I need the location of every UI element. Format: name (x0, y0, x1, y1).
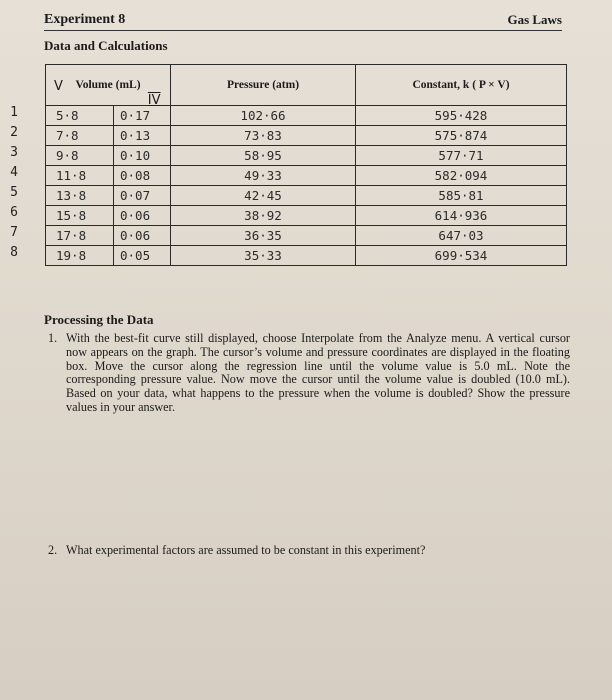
question-1 (48, 332, 570, 415)
constant-cell: 575·874 (356, 126, 567, 146)
iv-cell: 0·17 (114, 106, 171, 126)
constant-cell: 582·094 (356, 166, 567, 186)
volume-cell: 15·8 (46, 206, 114, 226)
iv-cell: 0·08 (114, 166, 171, 186)
section-title: Data and Calculations (44, 38, 168, 53)
volume-header-label: Volume (mL) (75, 79, 141, 91)
table-row (46, 246, 567, 266)
row-number: 2 (10, 125, 18, 140)
table-row (46, 126, 567, 146)
volume-header (46, 65, 171, 106)
volume-cell: 13·8 (46, 186, 114, 206)
pressure-cell: 42·45 (171, 186, 356, 206)
constant-cell: 699·534 (356, 246, 567, 266)
page-header (44, 10, 562, 31)
topic-label: Gas Laws (507, 12, 562, 27)
handwritten-v: V (54, 79, 63, 94)
row-number: 1 (10, 105, 18, 120)
question-1-text: With the best-fit curve still displayed, choose Interpolate from the Analyze menu. A vertical cursor now appears on the graph. The cursor’s volume and pressure coordinates are displayed in the floating box. Move the cursor along the regression line until the volume value is 5.0 mL. Note the corresponding pressure value. Now move the cursor until the volume value is doubled (10.0 mL). Based on your data, what happens to the pressure when the volume is doubled? Show the pressure values in your answer. (66, 331, 570, 414)
data-table (45, 64, 567, 266)
pressure-cell: 35·33 (171, 246, 356, 266)
volume-cell: 5·8 (46, 106, 114, 126)
question-1-number: 1. (48, 331, 58, 345)
volume-cell: 7·8 (46, 126, 114, 146)
pressure-cell: 102·66 (171, 106, 356, 126)
row-number: 3 (10, 145, 18, 160)
data-table-wrapper (10, 64, 566, 266)
iv-cell: 0·06 (114, 226, 171, 246)
volume-cell: 17·8 (46, 226, 114, 246)
volume-cell: 9·8 (46, 146, 114, 166)
pressure-cell: 36·35 (171, 226, 356, 246)
iv-cell: 0·06 (114, 206, 171, 226)
table-row (46, 166, 567, 186)
constant-cell: 595·428 (356, 106, 567, 126)
constant-cell: 577·71 (356, 146, 567, 166)
constant-header: Constant, k ( P × V) (356, 65, 567, 106)
iv-cell: 0·10 (114, 146, 171, 166)
table-row (46, 186, 567, 206)
table-body (46, 106, 567, 266)
iv-cell: 0·07 (114, 186, 171, 206)
processing-title: Processing the Data (44, 312, 154, 327)
table-row (46, 206, 567, 226)
pressure-cell: 38·92 (171, 206, 356, 226)
table-header-row (46, 65, 567, 106)
question-2-number: 2. (48, 543, 58, 557)
volume-cell: 19·8 (46, 246, 114, 266)
table-row (46, 106, 567, 126)
iv-cell: 0·05 (114, 246, 171, 266)
pressure-cell: 49·33 (171, 166, 356, 186)
constant-cell: 614·936 (356, 206, 567, 226)
iv-cell: 0·13 (114, 126, 171, 146)
row-number: 5 (10, 185, 18, 200)
table-row (46, 146, 567, 166)
row-number: 6 (10, 205, 18, 220)
question-2 (48, 543, 568, 558)
experiment-label: Experiment 8 (44, 12, 126, 27)
row-number: 8 (10, 245, 18, 260)
row-number: 7 (10, 225, 18, 240)
pressure-cell: 73·83 (171, 126, 356, 146)
handwritten-iv: IV (147, 93, 161, 108)
pressure-cell: 58·95 (171, 146, 356, 166)
row-number: 4 (10, 165, 18, 180)
volume-cell: 11·8 (46, 166, 114, 186)
constant-cell: 647·03 (356, 226, 567, 246)
constant-cell: 585·81 (356, 186, 567, 206)
pressure-header: Pressure (atm) (171, 65, 356, 106)
question-2-text: What experimental factors are assumed to be constant in this experiment? (66, 543, 426, 557)
table-row (46, 226, 567, 246)
